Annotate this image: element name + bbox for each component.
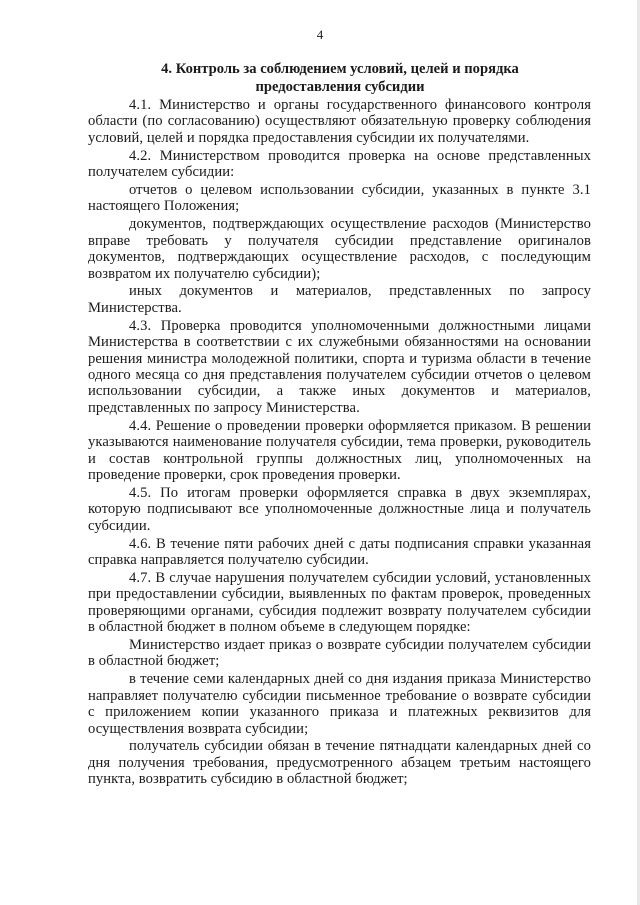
paragraph-4-3: 4.3. Проверка проводится уполномоченными должностными лицами Министерства в соответствии с их служебными обязанностями на основании решения министра молодежной политики, спорта и туризма области в течение одного месяца со дня представления получателем субсидии отчетов о целевом использовании субсидии, а также иных документов и материалов, представленных по запросу Министерства. [88, 317, 591, 416]
paragraph-4-7: 4.7. В случае нарушения получателем субсидии условий, установленных при предоставлении субсидии, выявленных по фактам проверок, проведенных проверяющими органами, субсидия подлежит возврату получателем субсидии в областной бюджет в полном объеме в следующем порядке: [88, 569, 591, 636]
section-title-line-1: 4. Контроль за соблюдением условий, целей и порядка [161, 61, 519, 77]
document-body [88, 97, 591, 789]
paragraph-4-4: 4.4. Решение о проведении проверки оформляется приказом. В решении указываются наименование получателя субсидии, тема проверки, руководитель и состав контрольной группы должностных лиц, уполномоченных на проведение проверки, срок проведения проверки. [88, 417, 591, 483]
paragraph-4-2: 4.2. Министерством проводится проверка на основе представленных получателем субсидии: [88, 147, 591, 181]
section-title-line-2: предоставления субсидии [255, 79, 425, 95]
section-title [88, 60, 592, 96]
list-item-expense-documents: документов, подтверждающих осуществление расходов (Министерство вправе требовать у получателя субсидии представление оригиналов документов, подтверждающих осуществление расходов, с последующим возвратом их получателю субсидии); [88, 216, 591, 282]
list-item-order: Министерство издает приказ о возврате субсидии получателем субсидии в областной бюджет; [88, 637, 591, 670]
list-item-reports: отчетов о целевом использовании субсидии, указанных в пункте 3.1 настоящего Положения; [88, 182, 591, 215]
paragraph-4-1: 4.1. Министерство и органы государственного финансового контроля области (по согласованию) осуществляют обязательную проверку соблюдения условий, целей и порядка предоставления субсидии их получателями. [88, 97, 591, 146]
paragraph-4-6: 4.6. В течение пяти рабочих дней с даты подписания справки указанная справка направляется получателю субсидии. [88, 535, 591, 568]
list-item-return: получатель субсидии обязан в течение пятнадцати календарных дней со дня получения требования, предусмотренного абзацем третьим настоящего пункта, возвратить субсидию в областной бюджет; [88, 738, 591, 788]
list-item-other-documents: иных документов и материалов, представленных по запросу Министерства. [88, 283, 591, 316]
paragraph-4-5: 4.5. По итогам проверки оформляется справка в двух экземплярах, которую подписывают все уполномоченные должностные лица и получатель субсидии. [88, 484, 591, 534]
page-number: 4 [316, 27, 324, 42]
list-item-demand: в течение семи календарных дней со дня издания приказа Министерство направляет получателю субсидии письменное требование о возврате субсидии с приложением копии указанного приказа и платежных реквизитов для осуществления возврата субсидии; [88, 671, 591, 737]
